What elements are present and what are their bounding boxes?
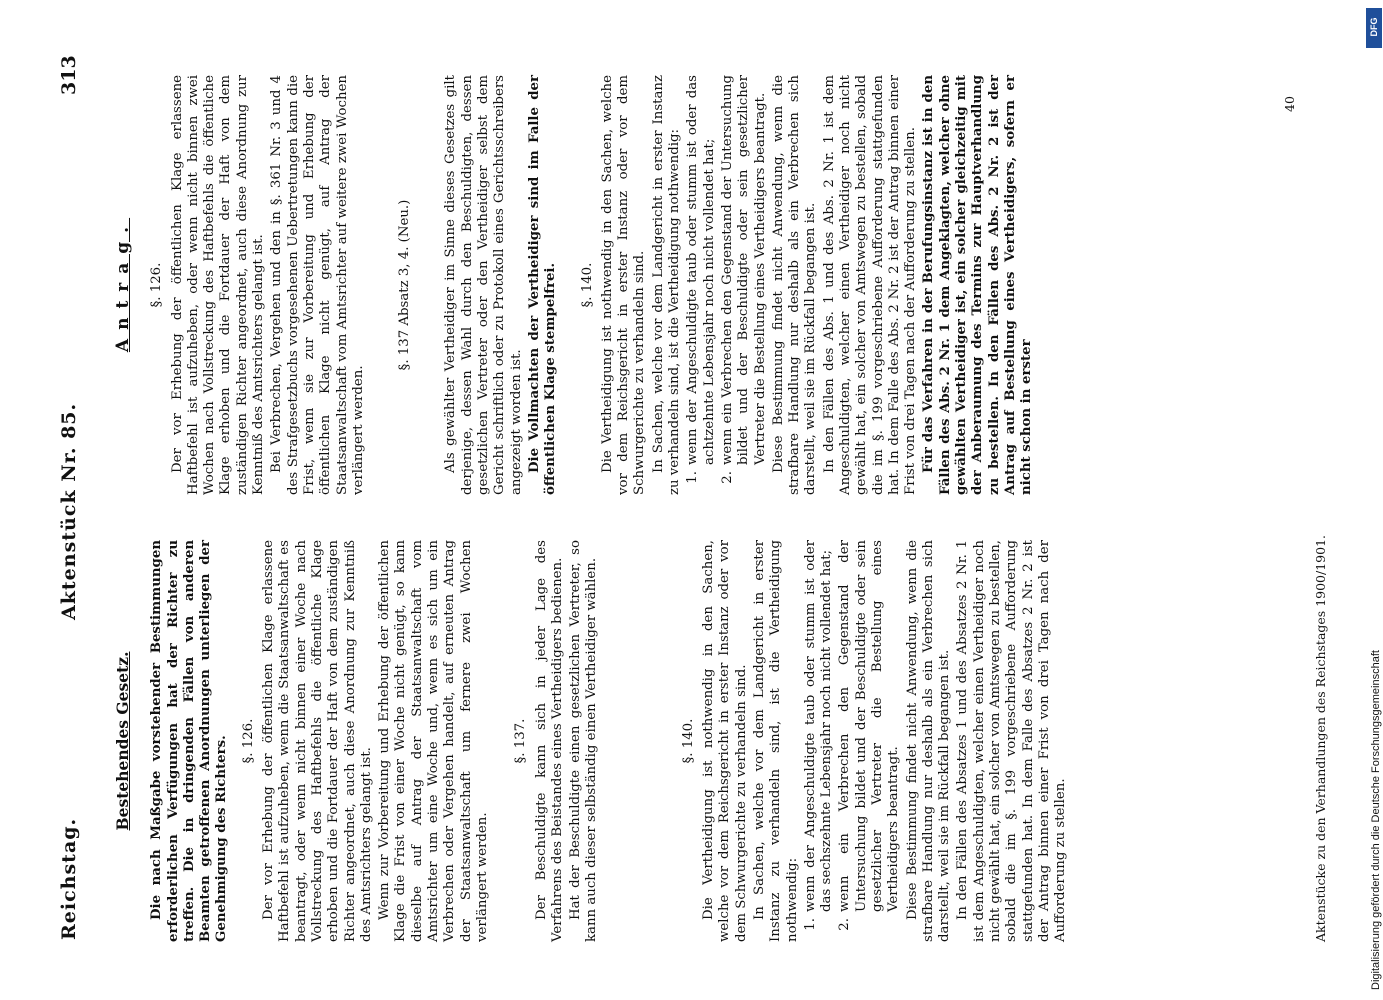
section-137-title: §. 137 Absatz 3, 4. (Neu.) bbox=[397, 199, 413, 371]
list-item-text: wenn der Angeschuldigte taub oder stumm ist oder das achtzehnte Lebensjahr noch nicht vollendet hat; bbox=[685, 75, 717, 465]
list-item-number: 1. bbox=[802, 918, 818, 931]
list-item-number: 1. bbox=[685, 471, 701, 484]
dfg-logo-text: DFG bbox=[1369, 17, 1379, 37]
footer-source: Aktenstücke zu den Verhandlungen des Reichstages 1900/1901. bbox=[1313, 534, 1328, 942]
section-126-paragraph-1: Der vor Erhebung der öffentlichen Klage erlassene Haftbefehl ist aufzuheben, wenn die Staatsanwaltschaft es beantragt, oder wenn nicht binnen einer Woche nach Vollstreckung des Haftbefehls die öffentliche Klage erhoben und die Fortdauer der Haft von dem zuständigen Richter angeordnet, auch diese Anordnung zur Kenntniß des Amtsrichters gelangt ist. bbox=[261, 540, 374, 942]
list-item-text: wenn ein Verbrechen den Gegenstand der Untersuchung bildet und der Beschuldigte oder sein gesetzlicher Vertreter die Bestellung eines Vertheidigers beantragt. bbox=[719, 75, 768, 465]
list-item-text: wenn ein Verbrechen den Gegenstand der Untersuchung bildet und der Beschuldigte oder sein gesetzlicher Vertreter die Bestellung eines Vertheidigers beantragt. bbox=[837, 540, 902, 912]
column-proposal bbox=[105, 75, 1038, 495]
intro-paragraph: Die nach Maßgabe vorstehender Bestimmungen erforderlichen Verfügungen hat der Richter zu treffen. Die in dringenden Fällen von anderen Beamten getroffenen Anordnungen unterliegen der Genehmigung des Richters. bbox=[149, 540, 230, 942]
section-126-paragraph-1: Der vor Erhebung der öffentlichen Klage erlassene Haftbefehl ist aufzuheben, oder wenn nicht binnen zwei Wochen nach Vollstreckung des Haftbefehls die öffentliche Klage erhoben und die Fortdauer der Haft von dem zuständigen Richter angeordnet, auch diese Anordnung zur Kenntniß des Amtsrichters gelangt ist. bbox=[169, 75, 267, 495]
section-126-paragraph-2: Wenn zur Vorbereitung und Erhebung der öffentlichen Klage die Frist von einer Woche nicht genügt, so kann dieselbe auf Antrag der Staatsanwaltschaft vom Amtsrichter um eine Woche und, wenn es sich um ein Verbrechen oder Vergehen handelt, auf erneuten Antrag der Staatsanwaltschaft um fernere zwei Wochen verlängert werden. bbox=[377, 540, 490, 942]
section-140-paragraph-4: In den Fällen des Absatzes 1 und des Absatzes 2 Nr. 1 ist dem Angeschuldigten, welcher einen Vertheidiger noch nicht gewählt hat, ein solcher von Amtswegen zu bestellen, sobald die im §. 199 vorgeschriebene Aufforderung stattgefunden hat. In dem Falle des Absatzes 2 Nr. 2 ist der Antrag binnen einer Frist von drei Tagen nach der Aufforderung zu stellen. bbox=[955, 540, 1069, 942]
section-137-paragraph-2: Die Vollmachten der Vertheidiger sind im Falle der öffentlichen Klage stempelfrei. bbox=[526, 75, 559, 495]
section-140-paragraph-3: Diese Bestimmung findet nicht Anwendung, wenn die strafbare Handlung nur deshalb als ein Verbrechen sich darstellt, weil sie im Rückfall begangen ist. bbox=[904, 540, 953, 942]
list-item bbox=[685, 75, 718, 495]
section-140-title: §. 140. bbox=[680, 718, 696, 764]
section-126-paragraph-2: Bei Verbrechen, Vergehen und den in §. 361 Nr. 3 und 4 des Strafgesetzbuchs vorgesehenen Uebertretungen kann die Frist, wenn sie zur Vorbereitung und Erhebung der öffentlichen Klage nicht genügt, auf Antrag der Staatsanwaltschaft vom Amtsrichter auf weitere zwei Wochen verlängert werden. bbox=[269, 75, 366, 495]
section-137-paragraph-1: Der Beschuldigte kann sich in jeder Lage des Verfahrens des Beistandes eines Vertheidigers bedienen. bbox=[533, 540, 565, 942]
section-140-paragraph-1: Die Vertheidigung ist nothwendig in den Sachen, welche vor dem Reichsgericht in erster Instanz oder vor dem Schwurgerichte zu verhandeln sind. bbox=[701, 540, 749, 942]
signature-number: 40 bbox=[1282, 96, 1297, 112]
list-item bbox=[720, 75, 769, 495]
section-137-paragraph-1: Als gewählter Vertheidiger im Sinne dieses Gesetzes gilt derjenige, dessen Wahl durch den Beschuldigten, dessen gesetzlichen Vertreter oder den Vertheidiger selbst dem Gericht schriftlich oder zu Protokoll eines Gerichtsschreibers angezeigt worden ist. bbox=[443, 75, 524, 495]
section-140-paragraph-2: In Sachen, welche vor dem Landgericht in erster Instanz zu verhandeln sind, ist die Vertheidigung nothwendig: bbox=[650, 75, 683, 495]
dfg-logo bbox=[1366, 8, 1382, 48]
section-140-paragraph-1: Die Vertheidigung ist nothwendig in den Sachen, welche vor dem Reichsgericht in erster Instanz oder vor dem Schwurgerichte zu verhandeln sind. bbox=[599, 75, 648, 495]
list-item-number: 2. bbox=[837, 918, 853, 931]
section-140-paragraph-4: In den Fällen des Abs. 1 und des Abs. 2 Nr. 1 ist dem Angeschuldigten, welcher einen Vertheidiger noch nicht gewählt hat, ein solcher von Amtswegen zu bestellen, sobald die im §. 199 vorgeschriebene Aufforderung stattgefunden hat. In dem Falle des Abs. 2 Nr. 2 ist der Antrag binnen einer Frist von drei Tagen nach der Aufforderung zu stellen. bbox=[821, 75, 919, 495]
digitization-note: Digitalisierung gefördert durch die Deutsche Forschungsgemeinschaft bbox=[1370, 650, 1382, 990]
list-item bbox=[803, 540, 836, 942]
column-heading-existing-law: Bestehendes Gesetz. bbox=[113, 651, 132, 831]
header-reichstag: Reichstag. bbox=[58, 817, 80, 940]
header-page-number: 313 bbox=[58, 55, 80, 95]
header-document-number: Aktenstück Nr. 85. bbox=[58, 402, 80, 620]
section-126-title: §. 126. bbox=[240, 718, 256, 764]
list-item bbox=[837, 540, 902, 942]
section-140-title: §. 140. bbox=[579, 262, 595, 308]
list-item-number: 2. bbox=[719, 471, 735, 484]
section-137-paragraph-2: Hat der Beschuldigte einen gesetzlichen Vertreter, so kann auch dieser selbständig einen Vertheidiger wählen. bbox=[568, 540, 600, 942]
column-existing-law bbox=[105, 540, 1072, 942]
section-140-paragraph-2: In Sachen, welche vor dem Landgericht in erster Instanz zu verhandeln sind, ist die Vertheidigung nothwendig: bbox=[751, 540, 800, 942]
section-140-paragraph-5: Für das Verfahren in der Berufungsinstanz ist in den Fällen des Abs. 2 Nr. 1 dem Angeklagten, welcher ohne gewählten Vertheidiger ist, ein solcher gleichzeitig mit der Anberaumung des Termins zur Hauptverhandlung zu bestellen. In den Fällen des Abs. 2 Nr. 2 ist der Antrag auf Bestellung eines Vertheidigers, sofern er nicht schon in erster bbox=[921, 75, 1035, 495]
section-140-paragraph-3: Diese Bestimmung findet nicht Anwendung, wenn die strafbare Handlung nur deshalb als ein Verbrechen sich darstellt, weil sie im Rückfall begangen ist. bbox=[770, 75, 819, 495]
column-heading-proposal: Antrag. bbox=[113, 217, 133, 353]
list-item-text: wenn der Angeschuldigte taub oder stumm ist oder das sechszehnte Lebensjahr noch nicht vollendet hat; bbox=[802, 540, 835, 912]
section-126-title: §. 126. bbox=[149, 262, 165, 308]
section-137-title: §. 137. bbox=[513, 718, 529, 764]
